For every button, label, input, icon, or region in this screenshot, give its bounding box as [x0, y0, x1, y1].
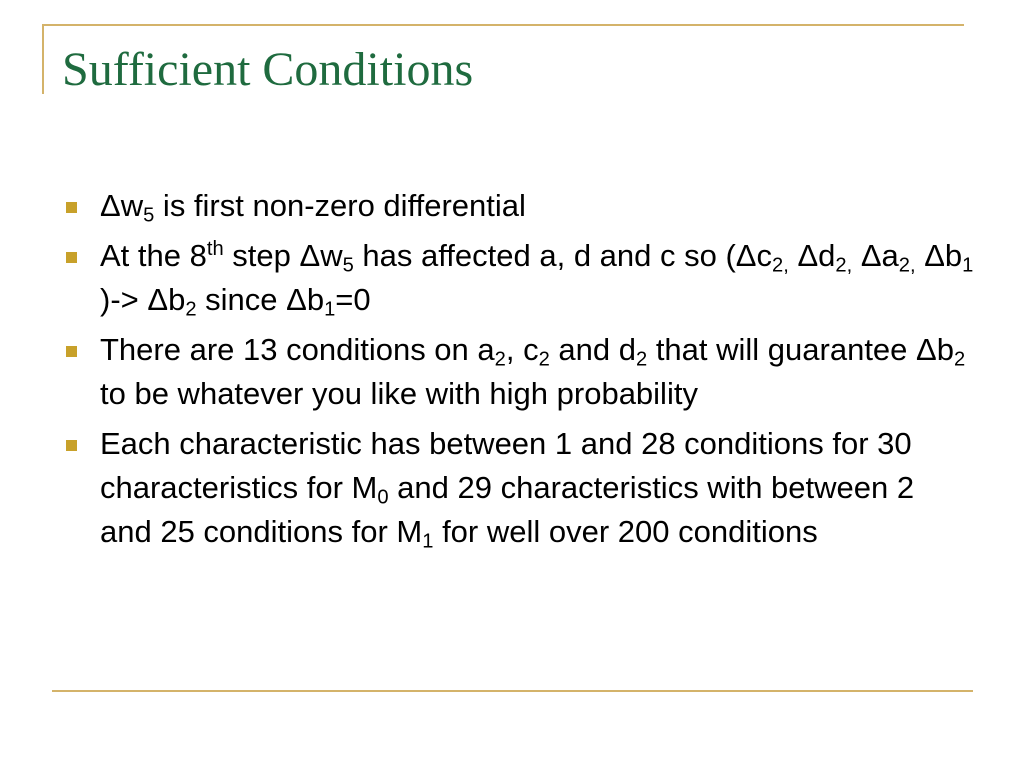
text-run: has affected a, d and c so (Δc	[353, 238, 773, 273]
text-run: Δd	[788, 238, 836, 273]
bottom-accent-line	[52, 690, 973, 692]
bullet-item	[62, 184, 974, 228]
text-run: and d	[549, 332, 636, 367]
subscript: 2,	[772, 254, 789, 277]
subscript: 2,	[835, 254, 853, 277]
subscript: 2	[538, 348, 550, 371]
text-run: Δa	[852, 238, 899, 273]
subscript: 2	[494, 348, 506, 371]
subscript: 1	[324, 298, 336, 321]
text-run: for well over 200 conditions	[433, 514, 818, 549]
left-accent-line	[42, 24, 44, 94]
superscript: th	[206, 237, 224, 260]
text-run: At the 8	[100, 238, 207, 273]
bullet-text	[100, 184, 974, 228]
text-run: )-> Δb	[100, 282, 186, 317]
text-run: Δw	[100, 188, 144, 223]
text-run: step Δw	[223, 238, 343, 273]
subscript: 2	[636, 348, 648, 371]
bullet-item	[62, 328, 974, 416]
text-run: Each characteristic has between 1 and 28 conditions for 30 characteristics for M	[100, 426, 912, 505]
text-run: to be whatever you like with high probability	[100, 376, 698, 411]
square-bullet-icon	[66, 252, 77, 263]
subscript: 2	[953, 348, 966, 371]
top-accent-line	[42, 24, 964, 26]
text-run: that will guarantee Δb	[647, 332, 954, 367]
bullet-item	[62, 422, 974, 554]
text-run: since Δb	[196, 282, 325, 317]
bullet-text	[100, 422, 974, 554]
bullet-list	[62, 184, 974, 560]
subscript: 5	[342, 254, 354, 277]
subscript: 0	[377, 486, 389, 509]
slide-title: Sufficient Conditions	[62, 43, 474, 96]
bullet-text	[100, 328, 974, 416]
subscript: 2,	[898, 254, 916, 277]
text-run: There are 13 conditions on a	[100, 332, 495, 367]
subscript: 1	[422, 530, 434, 553]
text-run: is first non-zero differential	[154, 188, 526, 223]
text-run: and 29 characteristics with between 2 and 25 conditions for M	[100, 470, 915, 549]
bullet-text	[100, 234, 974, 322]
square-bullet-icon	[66, 202, 77, 213]
square-bullet-icon	[66, 440, 77, 451]
text-run: , c	[505, 332, 539, 367]
subscript: 1	[962, 254, 974, 277]
text-run: =0	[335, 282, 371, 317]
text-run: Δb	[915, 238, 963, 273]
subscript: 5	[143, 204, 155, 227]
bullet-item	[62, 234, 974, 322]
square-bullet-icon	[66, 346, 77, 357]
subscript: 2	[185, 298, 197, 321]
